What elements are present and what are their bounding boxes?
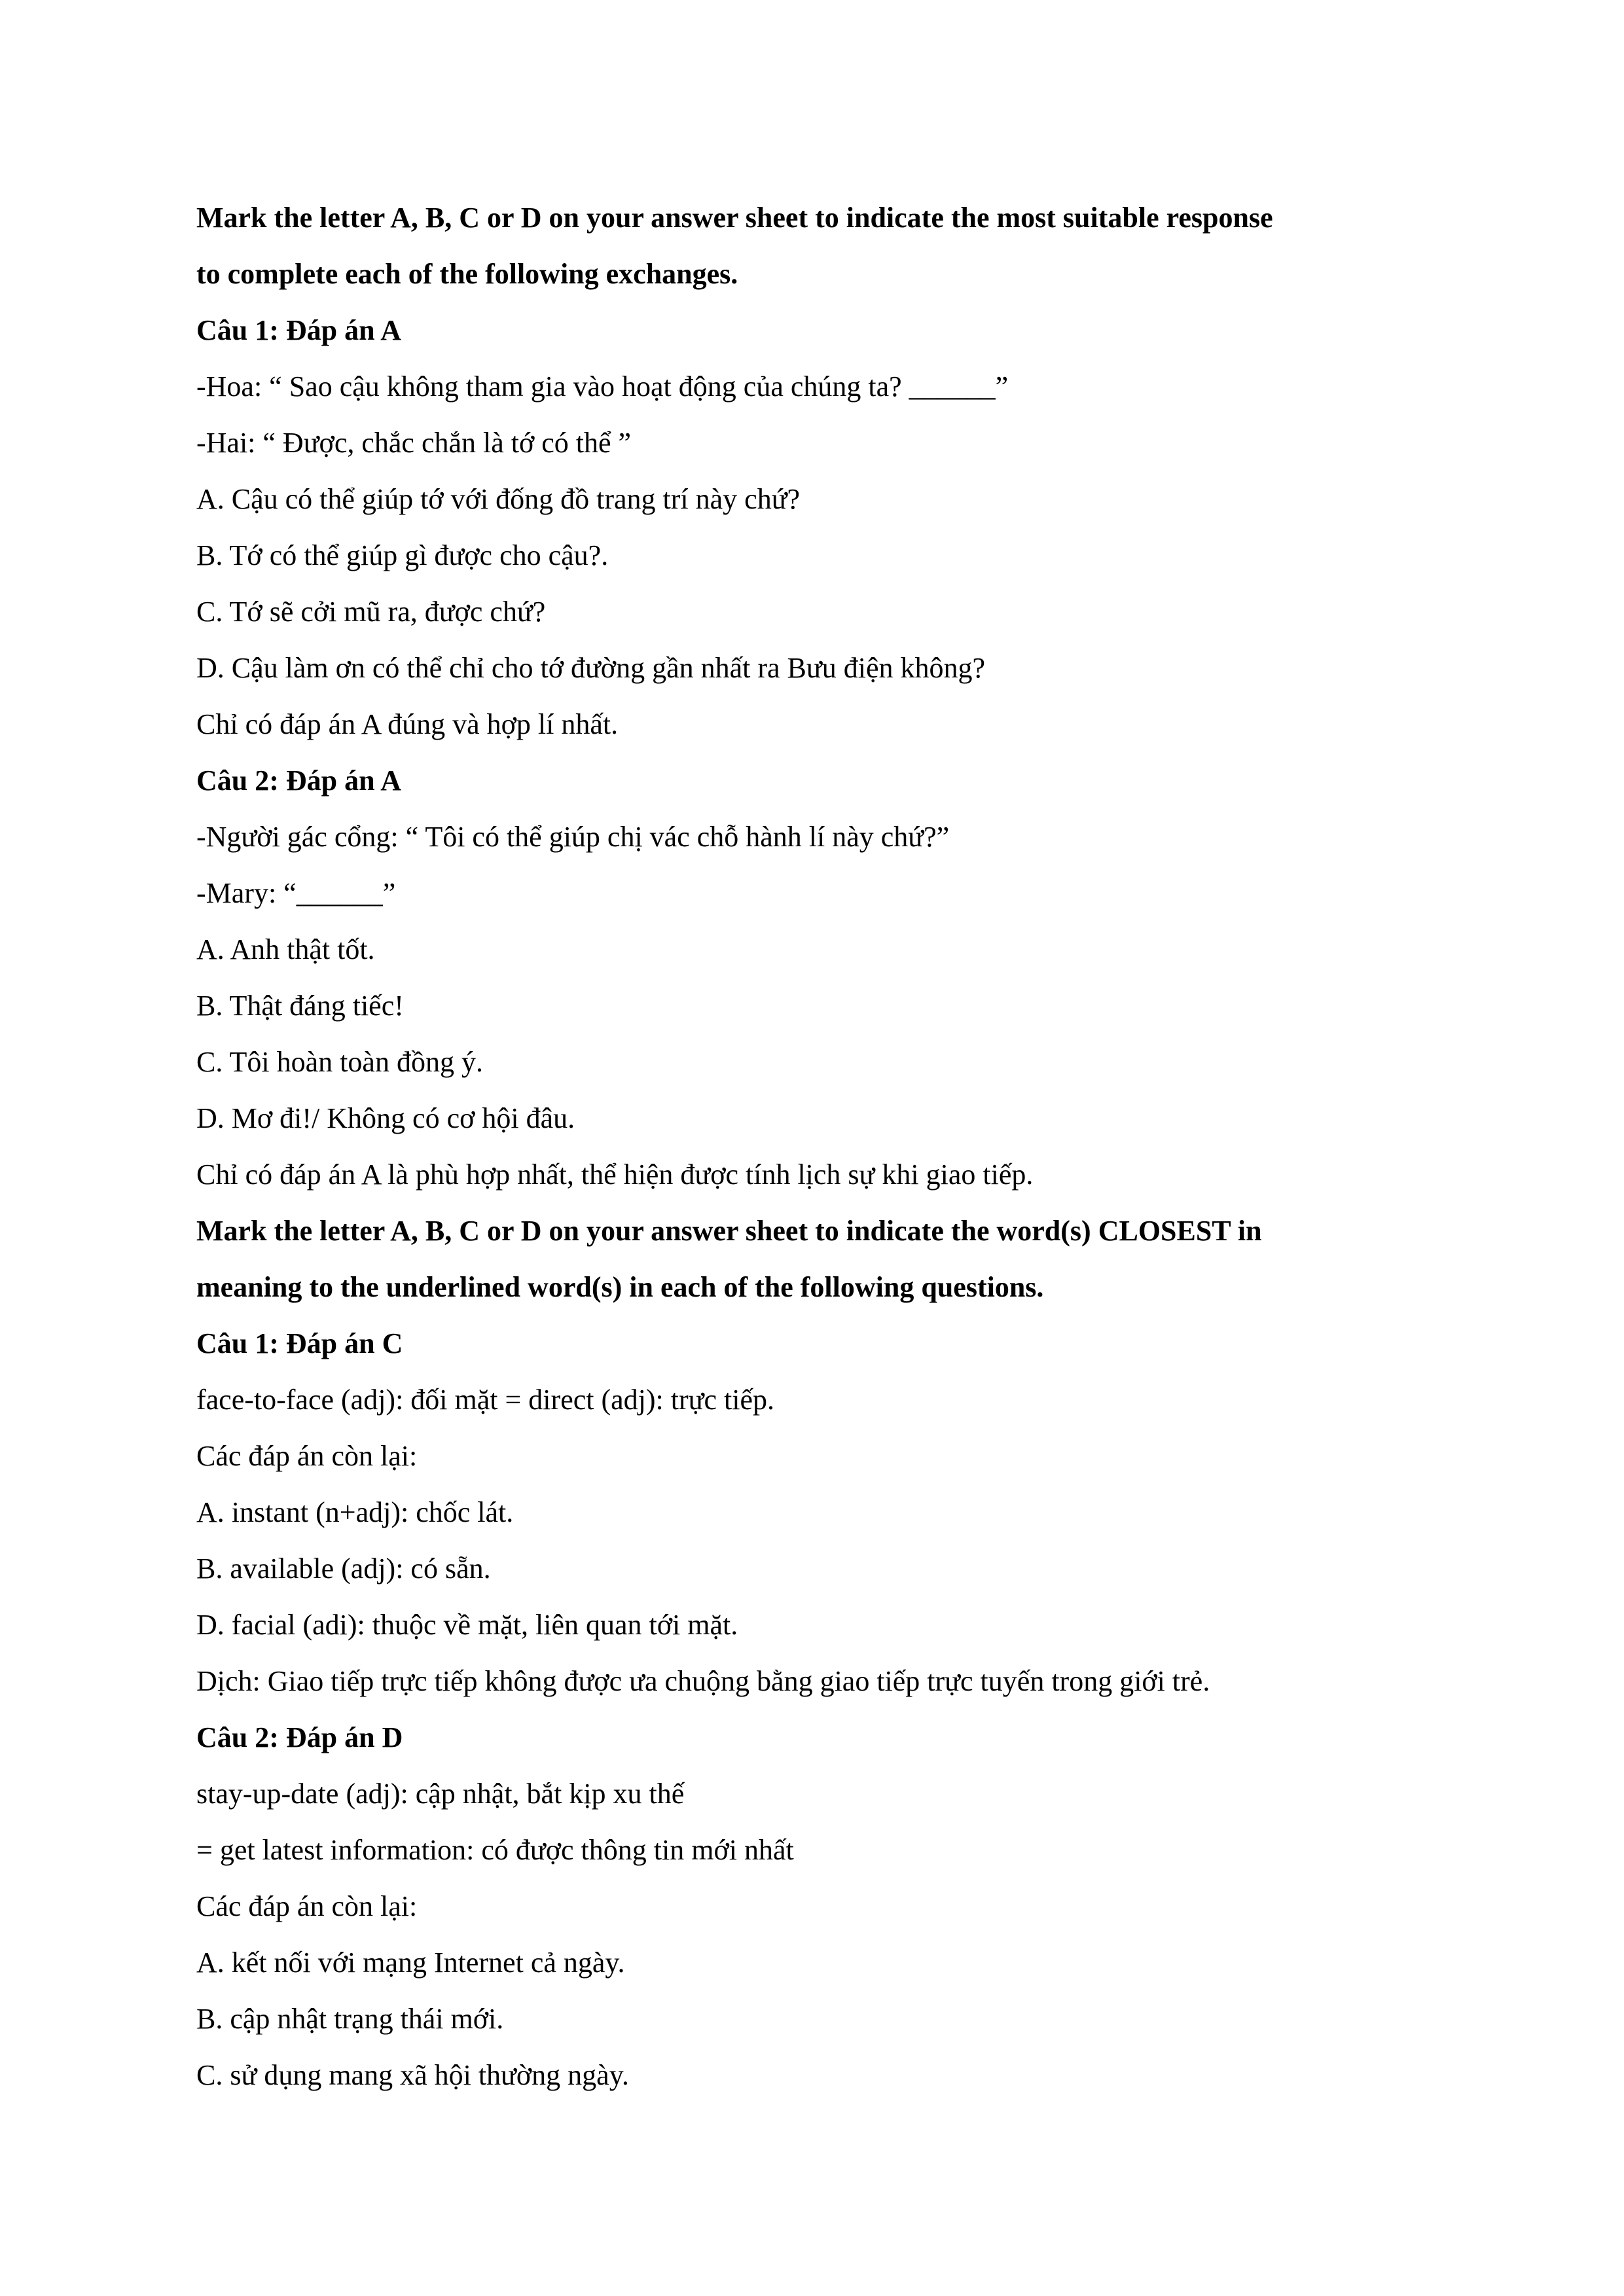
section2-q1-option-a: A. instant (n+adj): chốc lát.	[196, 1496, 514, 1528]
section1-q2-heading: Câu 2: Đáp án A	[196, 764, 401, 797]
section1-instruction-line1: Mark the letter A, B, C or D on your answer sheet to indicate the most suitable response	[196, 202, 1273, 234]
section2-q1-option-b: B. available (adj): có sẵn.	[196, 1552, 491, 1585]
section1-q1-option-b: B. Tớ có thể giúp gì được cho cậu?.	[196, 539, 609, 571]
document-page	[196, 190, 1440, 2104]
section2-instruction-line1: Mark the letter A, B, C or D on your answer sheet to indicate the word(s) CLOSEST in	[196, 1215, 1262, 1247]
section1-q2-option-d: D. Mơ đi!/ Không có cơ hội đâu.	[196, 1102, 575, 1134]
section1-q1-heading: Câu 1: Đáp án A	[196, 314, 401, 346]
section1-q1-explanation: Chỉ có đáp án A đúng và hợp lí nhất.	[196, 708, 619, 740]
section1-q2-option-c: C. Tôi hoàn toàn đồng ý.	[196, 1046, 483, 1078]
section1-q1-option-a: A. Cậu có thể giúp tớ với đống đồ trang trí này chứ?	[196, 483, 801, 515]
section2-q2-definition1: stay-up-date (adj): cập nhật, bắt kịp xu thế	[196, 1778, 685, 1810]
section2-q1-translation: Dịch: Giao tiếp trực tiếp không được ưa chuộng bằng giao tiếp trực tuyến trong giới trẻ.	[196, 1665, 1210, 1697]
section2-q1-definition: face-to-face (adj): đối mặt = direct (adj): trực tiếp.	[196, 1384, 774, 1416]
section1-q2-option-a: A. Anh thật tốt.	[196, 933, 375, 965]
section1-q1-option-d: D. Cậu làm ơn có thể chỉ cho tớ đường gần nhất ra Bưu điện không?	[196, 652, 986, 684]
section2-q2-option-b: B. cập nhật trạng thái mới.	[196, 2003, 504, 2035]
section1-q2-explanation: Chỉ có đáp án A là phù hợp nhất, thể hiện được tính lịch sự khi giao tiếp.	[196, 1158, 1034, 1191]
section2-instruction-line2: meaning to the underlined word(s) in each of the following questions.	[196, 1271, 1044, 1303]
section1-q2-dialogue2: -Mary: “______”	[196, 877, 396, 909]
section2-q1-option-d: D. facial (adi): thuộc về mặt, liên quan tới mặt.	[196, 1609, 738, 1641]
section1-q1-dialogue1: -Hoa: “ Sao cậu không tham gia vào hoạt động của chúng ta? ______”	[196, 370, 1009, 403]
section1-q1-option-c: C. Tớ sẽ cởi mũ ra, được chứ?	[196, 596, 546, 628]
section2-q2-remaining-label: Các đáp án còn lại:	[196, 1890, 418, 1922]
section2-q2-definition2: = get latest information: có được thông tin mới nhất	[196, 1834, 794, 1866]
section1-q2-dialogue1: -Người gác cổng: “ Tôi có thể giúp chị vác chỗ hành lí này chứ?”	[196, 821, 950, 853]
section1-q1-dialogue2: -Hai: “ Được, chắc chắn là tớ có thể ”	[196, 427, 632, 459]
section1-instruction-line2: to complete each of the following exchanges.	[196, 258, 738, 290]
section2-q2-option-c: C. sử dụng mang xã hội thường ngày.	[196, 2059, 629, 2091]
section2-q1-remaining-label: Các đáp án còn lại:	[196, 1440, 418, 1472]
section2-q2-heading: Câu 2: Đáp án D	[196, 1721, 403, 1753]
section2-q2-option-a: A. kết nối với mạng Internet cả ngày.	[196, 1946, 625, 1979]
section1-q2-option-b: B. Thật đáng tiếc!	[196, 990, 404, 1022]
section2-q1-heading: Câu 1: Đáp án C	[196, 1327, 403, 1359]
